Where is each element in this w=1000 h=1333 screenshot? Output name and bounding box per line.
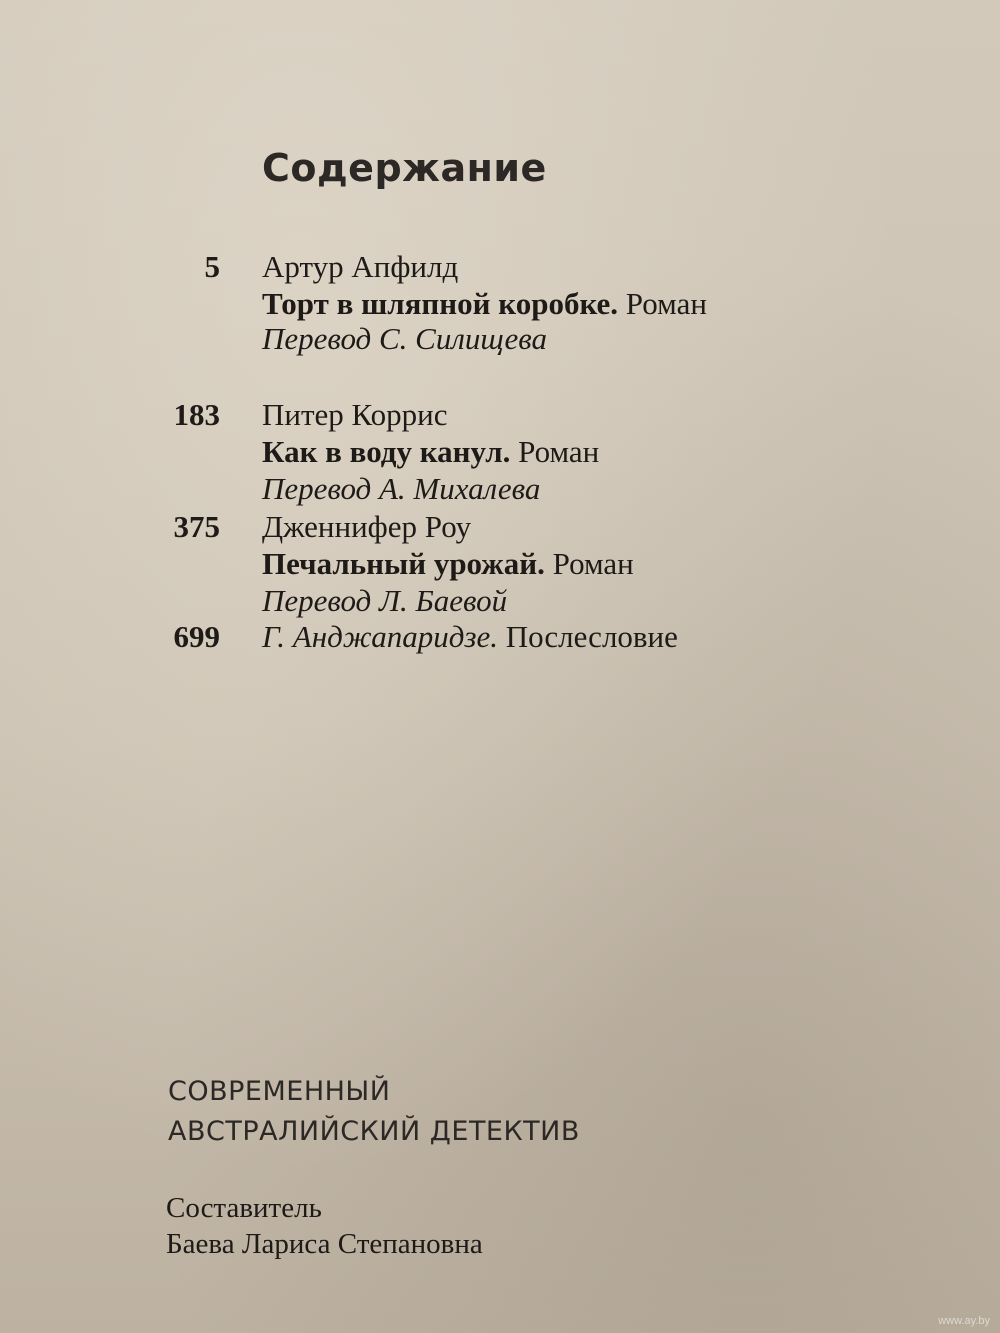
toc-author: Дженнифер Роу <box>262 509 472 544</box>
series-title <box>168 1072 580 1152</box>
toc-work-title: Торт в шляпной коробке. <box>262 286 619 321</box>
series-title-line: СОВРЕМЕННЫЙ <box>168 1076 391 1107</box>
page-title: Содержание <box>262 146 547 190</box>
toc-genre: Роман <box>518 434 600 469</box>
toc-page-number: 699 <box>173 619 220 654</box>
toc-page-number: 183 <box>173 397 220 432</box>
toc-work-title: Как в воду канул. <box>262 434 511 469</box>
toc-author: Г. Анджапаридзе. <box>262 619 499 654</box>
toc-title-line <box>262 545 634 583</box>
toc-title-line <box>262 433 599 471</box>
compiler-block <box>166 1190 483 1262</box>
toc-page-number: 5 <box>204 249 220 284</box>
compiler-label: Составитель <box>166 1192 322 1224</box>
series-title-line: АВСТРАЛИЙСКИЙ ДЕТЕКТИВ <box>168 1116 580 1147</box>
toc-genre: Роман <box>552 546 634 581</box>
toc-author: Артур Апфилд <box>262 249 459 284</box>
toc-translator: Перевод А. Михалева <box>262 471 541 506</box>
toc-page-number: 375 <box>173 509 220 544</box>
toc-title-line <box>262 285 707 323</box>
toc-translator: Перевод С. Силищева <box>262 321 548 356</box>
toc-genre: Послесловие <box>505 619 678 654</box>
watermark: www.ay.by <box>938 1315 990 1327</box>
toc-author: Питер Коррис <box>262 397 448 432</box>
compiler-name: Баева Лариса Степановна <box>166 1228 483 1260</box>
toc-translator: Перевод Л. Баевой <box>262 583 508 618</box>
toc-title-line <box>262 618 678 656</box>
toc-genre: Роман <box>625 286 707 321</box>
toc-work-title: Печальный урожай. <box>262 546 545 581</box>
